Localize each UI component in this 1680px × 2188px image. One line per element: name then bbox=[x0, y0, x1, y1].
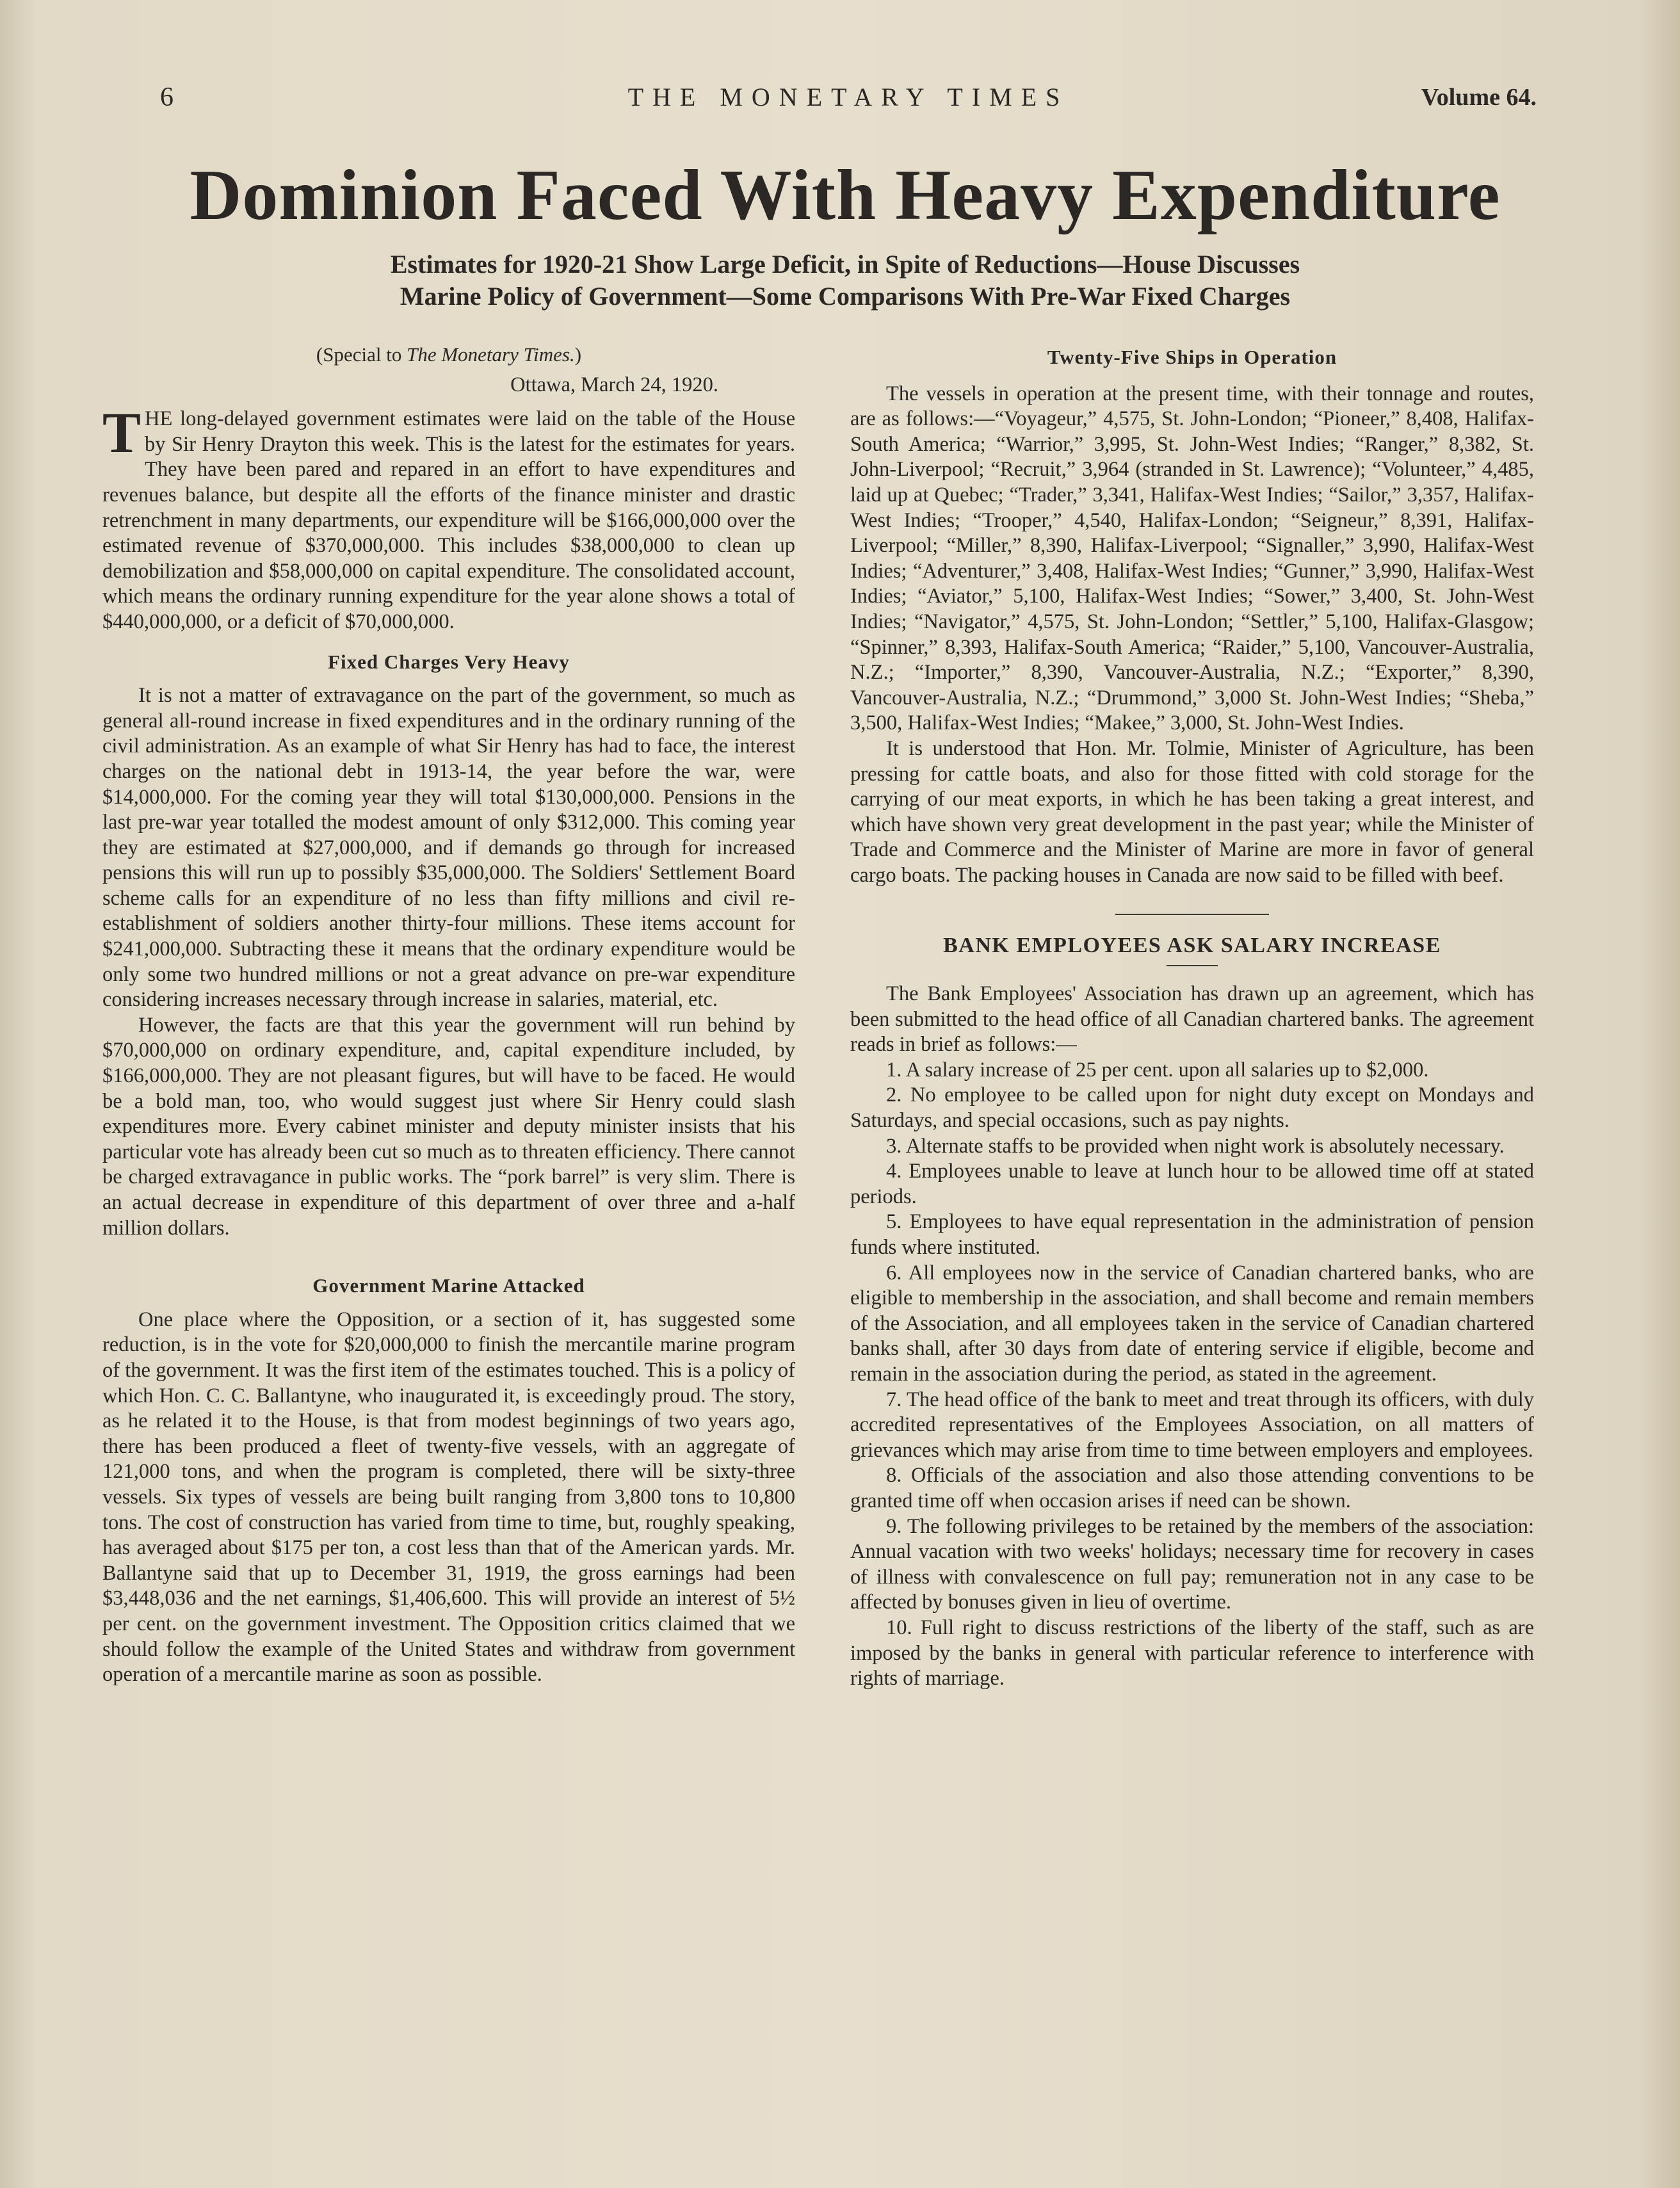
volume-label: Volume 64. bbox=[1421, 84, 1537, 111]
section-divider bbox=[1115, 914, 1269, 915]
credit-journal: The Monetary Times. bbox=[407, 343, 575, 366]
list-item: 6. All employees now in the service of Canadian chartered banks, who are eligible to membership in the association, and shall become and remain members of the Association, and all employees taken in the service of Canadian chartered banks shall, after 30 days from date of entering service if eligible, become and remain in the association during the period, as stated in the agreement. bbox=[850, 1261, 1534, 1386]
section-heading-fixed-charges: Fixed Charges Very Heavy bbox=[328, 650, 570, 673]
right-column bbox=[850, 339, 1534, 1692]
paragraph: The vessels in operation at the present time, with their tonnage and routes, are as follows:—“Voyageur,” 4,575, St. John-London; “Pioneer,” 8,408, Halifax-South America; “Warrior,” 3,995, St. John-West Indies; “Ranger,” 8,382, St. John-Liverpool; “Recruit,” 3,964 (stranded in St. Lawrence); “Volunteer,” 4,485, laid up at Quebec; “Trader,” 3,341, Halifax-West Indies; “Sailor,” 3,357, Halifax-West Indies; “Trooper,” 4,540, Halifax-London; “Seigneur,” 8,391, Halifax-Liverpool; “Miller,” 8,390, Halifax-Liverpool; “Signaller,” 3,990, Halifax-West Indies; “Adventurer,” 3,408, Halifax-West Indies; “Gunner,” 3,990, Halifax-West Indies; “Aviator,” 5,100, Halifax-West Indies; “Sower,” 3,400, St. John-West Indies; “Navigator,” 4,575, St. John-London; “Settler,” 5,100, Halifax-Glasgow; “Spinner,” 8,393, Halifax-South America; “Raider,” 5,100, Vancouver-Australia, N.Z.; “Importer,” 8,390, Vancouver-Australia, N.Z.; “Exporter,” 8,390, Vancouver-Australia, N.Z.; “Drummond,” 3,000 St. John-West Indies; “Sheba,” 3,500, Halifax-West Indies; “Makee,” 3,000, St. John-West Indies. bbox=[850, 382, 1534, 735]
paragraph: One place where the Opposition, or a section of it, has suggested some reduction, is in the vote for $20,000,000 to finish the mercantile marine program of the government. It was the first item of the estimates touched. This is a policy of which Hon. C. C. Ballantyne, who inaugurated it, is exceedingly proud. The story, as he related it to the House, is that from modest beginnings of two years ago, there has been produced a fleet of twenty-five vessels, with an aggregate of 121,000 tons, and when the program is completed, there will be sixty-three vessels. Six types of vessels are being built ranging from 3,800 tons to 10,800 tons. The cost of construction has varied from time to time, but, roughly speaking, has averaged about $175 per ton, a cost less than that of the American yards. Mr. Ballantyne said that up to December 31, 1919, the gross earnings had been $3,448,036 and the net earnings, $1,406,600. This will provide an interest of 5½ per cent. on the government investment. The Opposition critics claimed that we should follow the example of the United States and withdraw from government operation of a mercantile marine as soon as possible. bbox=[102, 1308, 795, 1687]
paragraph: The Bank Employees' Association has drawn up an agreement, which has been submitted to the head office of all Canadian chartered banks. The agreement reads in brief as follows:— bbox=[850, 982, 1534, 1057]
journal-name: THE MONETARY TIMES bbox=[627, 83, 1069, 111]
special-credit bbox=[102, 342, 795, 368]
list-item: 7. The head office of the bank to meet and treat through its officers, with duly accredited representatives of the Employees Association, on all matters of grievances which may arise from time to time between employers and employees. bbox=[850, 1388, 1534, 1462]
list-item: 1. A salary increase of 25 per cent. upon all salaries up to $2,000. bbox=[886, 1058, 1429, 1082]
list-item: 10. Full right to discuss restrictions of the liberty of the staff, such as are imposed by the banks in general with particular reference to interference with rights of marriage. bbox=[850, 1616, 1534, 1690]
list-item: 5. Employees to have equal representation in the administration of pension funds where instituted. bbox=[850, 1210, 1534, 1259]
page-number: 6 bbox=[160, 83, 174, 112]
headline: Dominion Faced With Heavy Expenditure bbox=[190, 156, 1501, 235]
section-heading-bank-employees: BANK EMPLOYEES ASK SALARY INCREASE bbox=[943, 934, 1441, 958]
paragraph: It is not a matter of extravagance on the part of the government, so much as general all-round increase in fixed expenditures and in the ordinary running of the civil administration. As an example of what Sir Henry has had to face, the interest charges on the national debt in 1913-14, the year before the war, were $14,000,000. For the coming year they will total $130,000,000. Pensions in the last pre-war year totalled the modest amount of only $312,000. This coming year they are estimated at $27,000,000, and if demands go through for increased pensions this will run up to possibly $35,000,000. The Soldiers' Settlement Board scheme calls for an expenditure of no less than fifty millions and civil re-establishment of soldiers another thirty-four millions. These items account for $241,000,000. Subtracting these it means that the ordinary expenditure would be only some two hundred millions or not a great advance on pre-war expenditure considering increases necessary through increase in salaries, material, etc. bbox=[102, 684, 795, 1012]
section-heading-ships: Twenty-Five Ships in Operation bbox=[1047, 346, 1337, 368]
left-column bbox=[102, 339, 795, 1688]
drop-cap: T bbox=[102, 401, 141, 466]
credit-suffix: ) bbox=[574, 343, 582, 366]
subheadline-line-1: Estimates for 1920-21 Show Large Deficit, in Spite of Reductions—House Discusses bbox=[390, 250, 1300, 279]
intro-paragraph bbox=[102, 401, 795, 635]
paragraph: However, the facts are that this year the government will run behind by $70,000,000 on ordinary expenditure, and, capital expenditure included, by $166,000,000. They are not pleasant figures, but will have to be faced. He would be a bold man, too, who would suggest just where Sir Henry could slash expenditures more. Every cabinet minister and deputy minister insists that his particular vote has already been cut so much as to threaten efficiency. There cannot be charged extravagance in public works. The “pork barrel” is very slim. There is an actual decrease in expenditure of this department of over three and a-half million dollars. bbox=[102, 1013, 795, 1240]
list-item: 9. The following privileges to be retained by the members of the association: Annual vacation with two weeks' holidays; necessary time for recovery in cases of illness with convalescence on full pay; remuneration not in any case to be affected by bonuses given in lieu of overtime. bbox=[850, 1514, 1534, 1614]
section-heading-government-marine: Government Marine Attacked bbox=[312, 1274, 585, 1297]
paragraph: It is understood that Hon. Mr. Tolmie, Minister of Agriculture, has been pressing for cattle boats, and also for those fitted with cold storage for the carrying of our meat exports, in which he has been taking a great interest, and which have shown very great development in the past year; while the Minister of Trade and Commerce and the Minister of Marine are more in favor of general cargo boats. The packing houses in Canada are now said to be filled with beef. bbox=[850, 736, 1534, 887]
list-item: 4. Employees unable to leave at lunch hour to be allowed time off at stated periods. bbox=[850, 1160, 1534, 1208]
heading-underline bbox=[1167, 965, 1218, 966]
list-item: 8. Officials of the association and also those attending conventions to be granted time off when occasion arises if need can be shown. bbox=[850, 1464, 1534, 1512]
subheadline-line-2: Marine Policy of Government—Some Comparisons With Pre-War Fixed Charges bbox=[400, 282, 1291, 311]
dateline: Ottawa, March 24, 1920. bbox=[510, 373, 718, 396]
subheadline bbox=[243, 248, 1447, 312]
list-item: 3. Alternate staffs to be provided when night work is absolutely necessary. bbox=[886, 1134, 1505, 1158]
credit-prefix: (Special to bbox=[316, 343, 407, 366]
intro-text: HE long-delayed government estimates were laid on the table of the House by Sir Henry Drayton this week. This is the latest for the estimates for years. They have been pared and repared in an effort to have expenditures and revenues balance, but despite all the efforts of the finance minister and drastic retrenchment in many departments, our expenditure will be $166,000,000 over the estimated revenue of $370,000,000. This includes $38,000,000 to clean up demobilization and $58,000,000 on capital expenditure. The consolidated account, which means the ordinary running expenditure for the year alone shows a total of $440,000,000, or a deficit of $70,000,000. bbox=[102, 407, 795, 633]
list-item: 2. No employee to be called upon for night duty except on Mondays and Saturdays, and special occasions, such as pay nights. bbox=[850, 1083, 1534, 1133]
running-head bbox=[160, 82, 1537, 120]
